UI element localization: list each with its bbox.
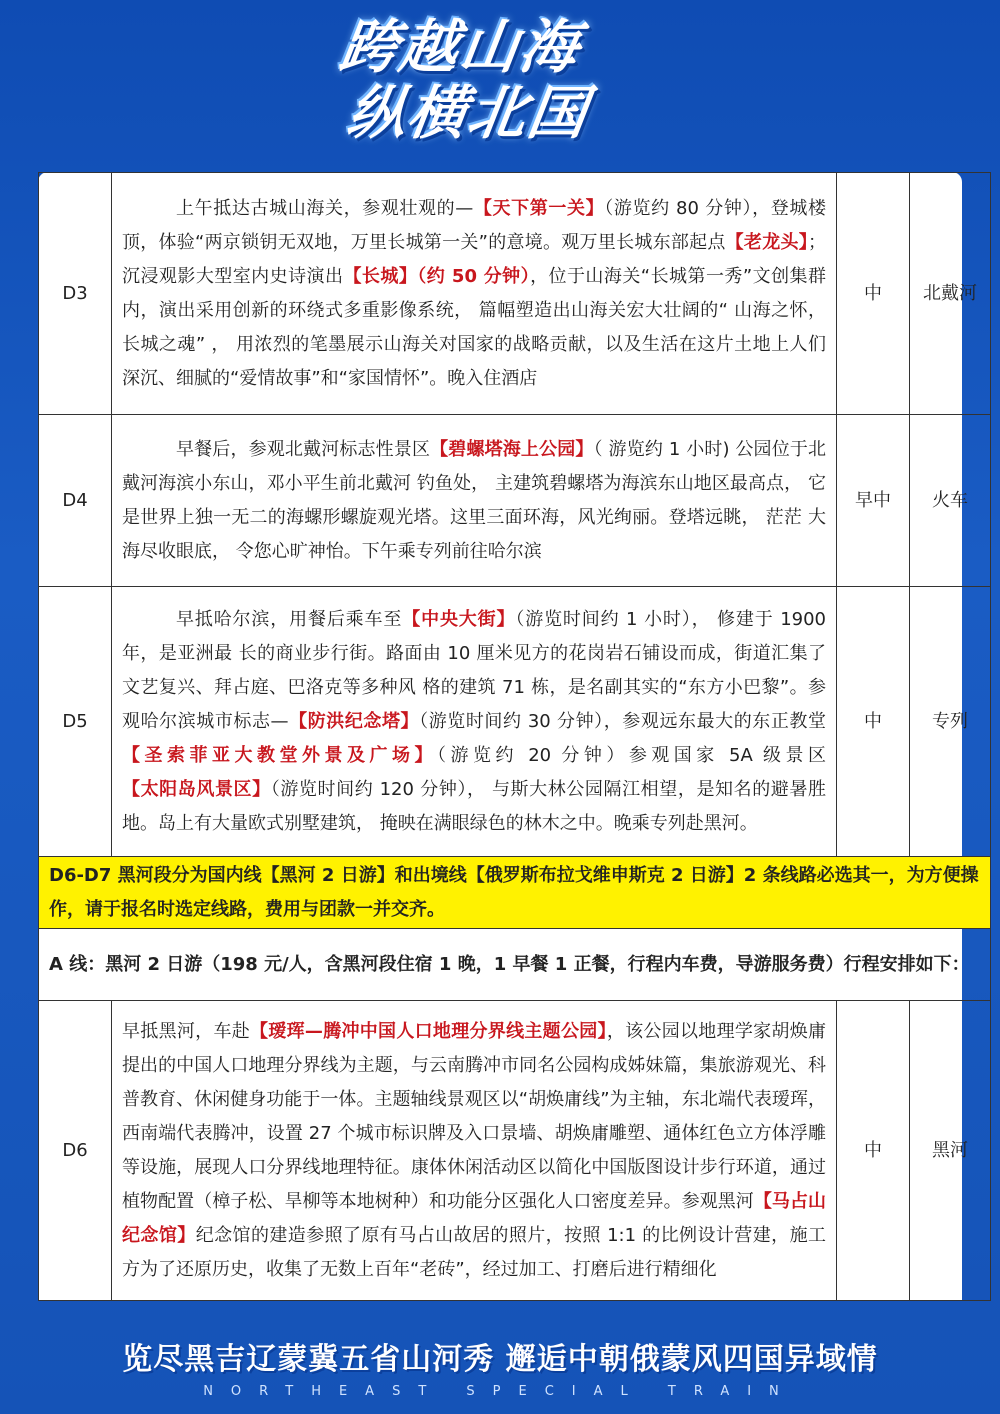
description-text: 早餐后，参观北戴河标志性景区 <box>176 438 431 460</box>
notice-route-choice <box>39 857 991 929</box>
highlight-attraction: 【太阳岛风景区】 <box>122 778 271 800</box>
description-text: （游览约 20 分钟）参观国家 5A 级景区 <box>436 744 827 766</box>
footer-slogan: 览尽黑吉辽蒙冀五省山河秀 邂逅中朝俄蒙风四国异域情 <box>122 1342 878 1377</box>
title-logo <box>335 13 670 164</box>
meal-cell: 中 <box>837 1001 910 1301</box>
stay-cell: 黑河 <box>910 1001 991 1301</box>
highlight-attraction: 【圣索菲亚大教堂外景及广场】 <box>122 744 437 766</box>
meal-cell: 中 <box>837 587 910 857</box>
stay-cell: 专列 <box>910 587 991 857</box>
description-text: ，位于山海关“长城第一秀”文创集群内，演出采用创新的环绕式多重影像系统， 篇幅塑造出山海关宏大壮阔的“ 山海之怀， 长城之魂” ， 用浓烈的笔墨展示山海关对国家的战略贡献，以及生活在这片土地上人们深沉、细腻的“爱情故事”和“家国情怀”。晚入住酒店 <box>122 265 826 389</box>
itinerary-table <box>38 172 991 1301</box>
description-text: （ 游览约 1 小时) 公园位于北戴河海滨小东山，邓小平生前北戴河 钓鱼处， 主建筑碧螺塔为海滨东山地区最高点， 它是世界上独一无二的海螺形螺旋观光塔。这里三面环海，风光绚丽。登塔远眺， 茫茫 大海尽收眼底， 令您心旷神怡。下午乘专列前往哈尔滨 <box>122 438 827 562</box>
day-cell: D3 <box>39 173 112 415</box>
description-text: 上午抵达古城山海关，参观壮观的— <box>176 197 474 219</box>
highlight-attraction: 【天下第一关】 <box>473 197 605 219</box>
day-cell: D6 <box>39 1001 112 1301</box>
description-cell <box>112 415 837 587</box>
route-a-notice: A 线：黑河 2 日游（198 元/人，含黑河段住宿 1 晚，1 早餐 1 正餐，行程内车费，导游服务费）行程安排如下： <box>39 929 991 1001</box>
highlight-attraction: 【马占山纪念馆】 <box>122 1190 827 1246</box>
description-text: （游览约 80 分钟），登城楼顶，体验“两京锁钥无双地，万里长城第一关”的意境。观万里长城东部起点 <box>122 197 827 253</box>
notice-route-a <box>39 929 991 1001</box>
meal-cell: 中 <box>837 173 910 415</box>
day-cell: D4 <box>39 415 112 587</box>
itinerary-card <box>38 172 979 1300</box>
table-row-d3 <box>39 173 991 415</box>
description-cell <box>112 587 837 857</box>
logo-line-1: 跨越山海 <box>335 13 585 81</box>
description-text: ；沉浸观影大型室内史诗演出 <box>122 231 826 287</box>
stay-cell: 北戴河 <box>910 173 991 415</box>
description-text: （游览时间约 30 分钟），参观远东最大的东正教堂 <box>419 710 826 732</box>
highlight-attraction: 【中央大街】 <box>402 608 516 630</box>
stay-cell: 火车 <box>910 415 991 587</box>
highlight-attraction: 【老龙头】 <box>725 231 808 253</box>
description-text: ，该公园以地理学家胡焕庸提出的中国人口地理分界线为主题，与云南腾冲市同名公园构成姊妹篇，集旅游观光、科普教育、休闲健身功能于一体。主题轴线景观区以“胡焕庸线”为主轴，东北端代表瑷珲，西南端代表腾冲，设置 27 个城市标识牌及入口景墙、胡焕庸雕塑、通体红色立方体浮雕等设施，展现人口分界线地理特征。康体休闲活动区以简化中国版图设计步行环道，通过植物配置（樟子松、旱柳等本地树种）和功能分区强化人口密度差异。参观黑河 <box>122 1020 827 1212</box>
highlight-attraction: 【长城】（约 50 分钟） <box>343 265 531 287</box>
description-cell <box>112 1001 837 1301</box>
day-cell: D5 <box>39 587 112 857</box>
description-text: 早抵哈尔滨，用餐后乘车至 <box>176 608 403 630</box>
table-row-d6 <box>39 1001 991 1301</box>
footer-subtitle: NORTHEAST SPECIAL TRAIN <box>203 1384 797 1399</box>
route-choice-notice: D6-D7 黑河段分为国内线【黑河 2 日游】和出境线【俄罗斯布拉戈维申斯克 2 日游】2 条线路必选其一，为方便操作，请于报名时选定线路，费用与团款一并交齐。 <box>39 857 991 929</box>
description-text: （游览时间约 1 小时）， 修建于 1900 年，是亚洲最 长的商业步行街。路面由 10 厘米见方的花岗岩石铺设而成，街道汇集了文艺复兴、拜占庭、巴洛克等多种风 格的建筑 71 栋，是名副其实的“东方小巴黎”。参观哈尔滨城市标志— <box>122 608 827 732</box>
highlight-attraction: 【碧螺塔海上公园】 <box>430 438 594 460</box>
highlight-attraction: 【防洪纪念塔】 <box>288 710 420 732</box>
logo-line-2: 纵横北国 <box>343 79 593 147</box>
description-text: （游览时间约 120 分钟）， 与斯大林公园隔江相望，是知名的避暑胜地。岛上有大量欧式别墅建筑， 掩映在满眼绿色的林木之中。晚乘专列赴黑河。 <box>122 778 826 834</box>
table-row-d4 <box>39 415 991 587</box>
highlight-attraction: 【瑷珲—腾冲中国人口地理分界线主题公园】 <box>250 1020 607 1042</box>
description-text: 早抵黑河，车赴 <box>122 1020 251 1042</box>
description-text: 纪念馆的建造参照了原有马占山故居的照片，按照 1:1 的比例设计营建，施工方为了还原历史，收集了无数上百年“老砖”，经过加工、打磨后进行精细化 <box>122 1224 826 1280</box>
description-cell <box>112 173 837 415</box>
table-row-d5 <box>39 587 991 857</box>
meal-cell: 早中 <box>837 415 910 587</box>
